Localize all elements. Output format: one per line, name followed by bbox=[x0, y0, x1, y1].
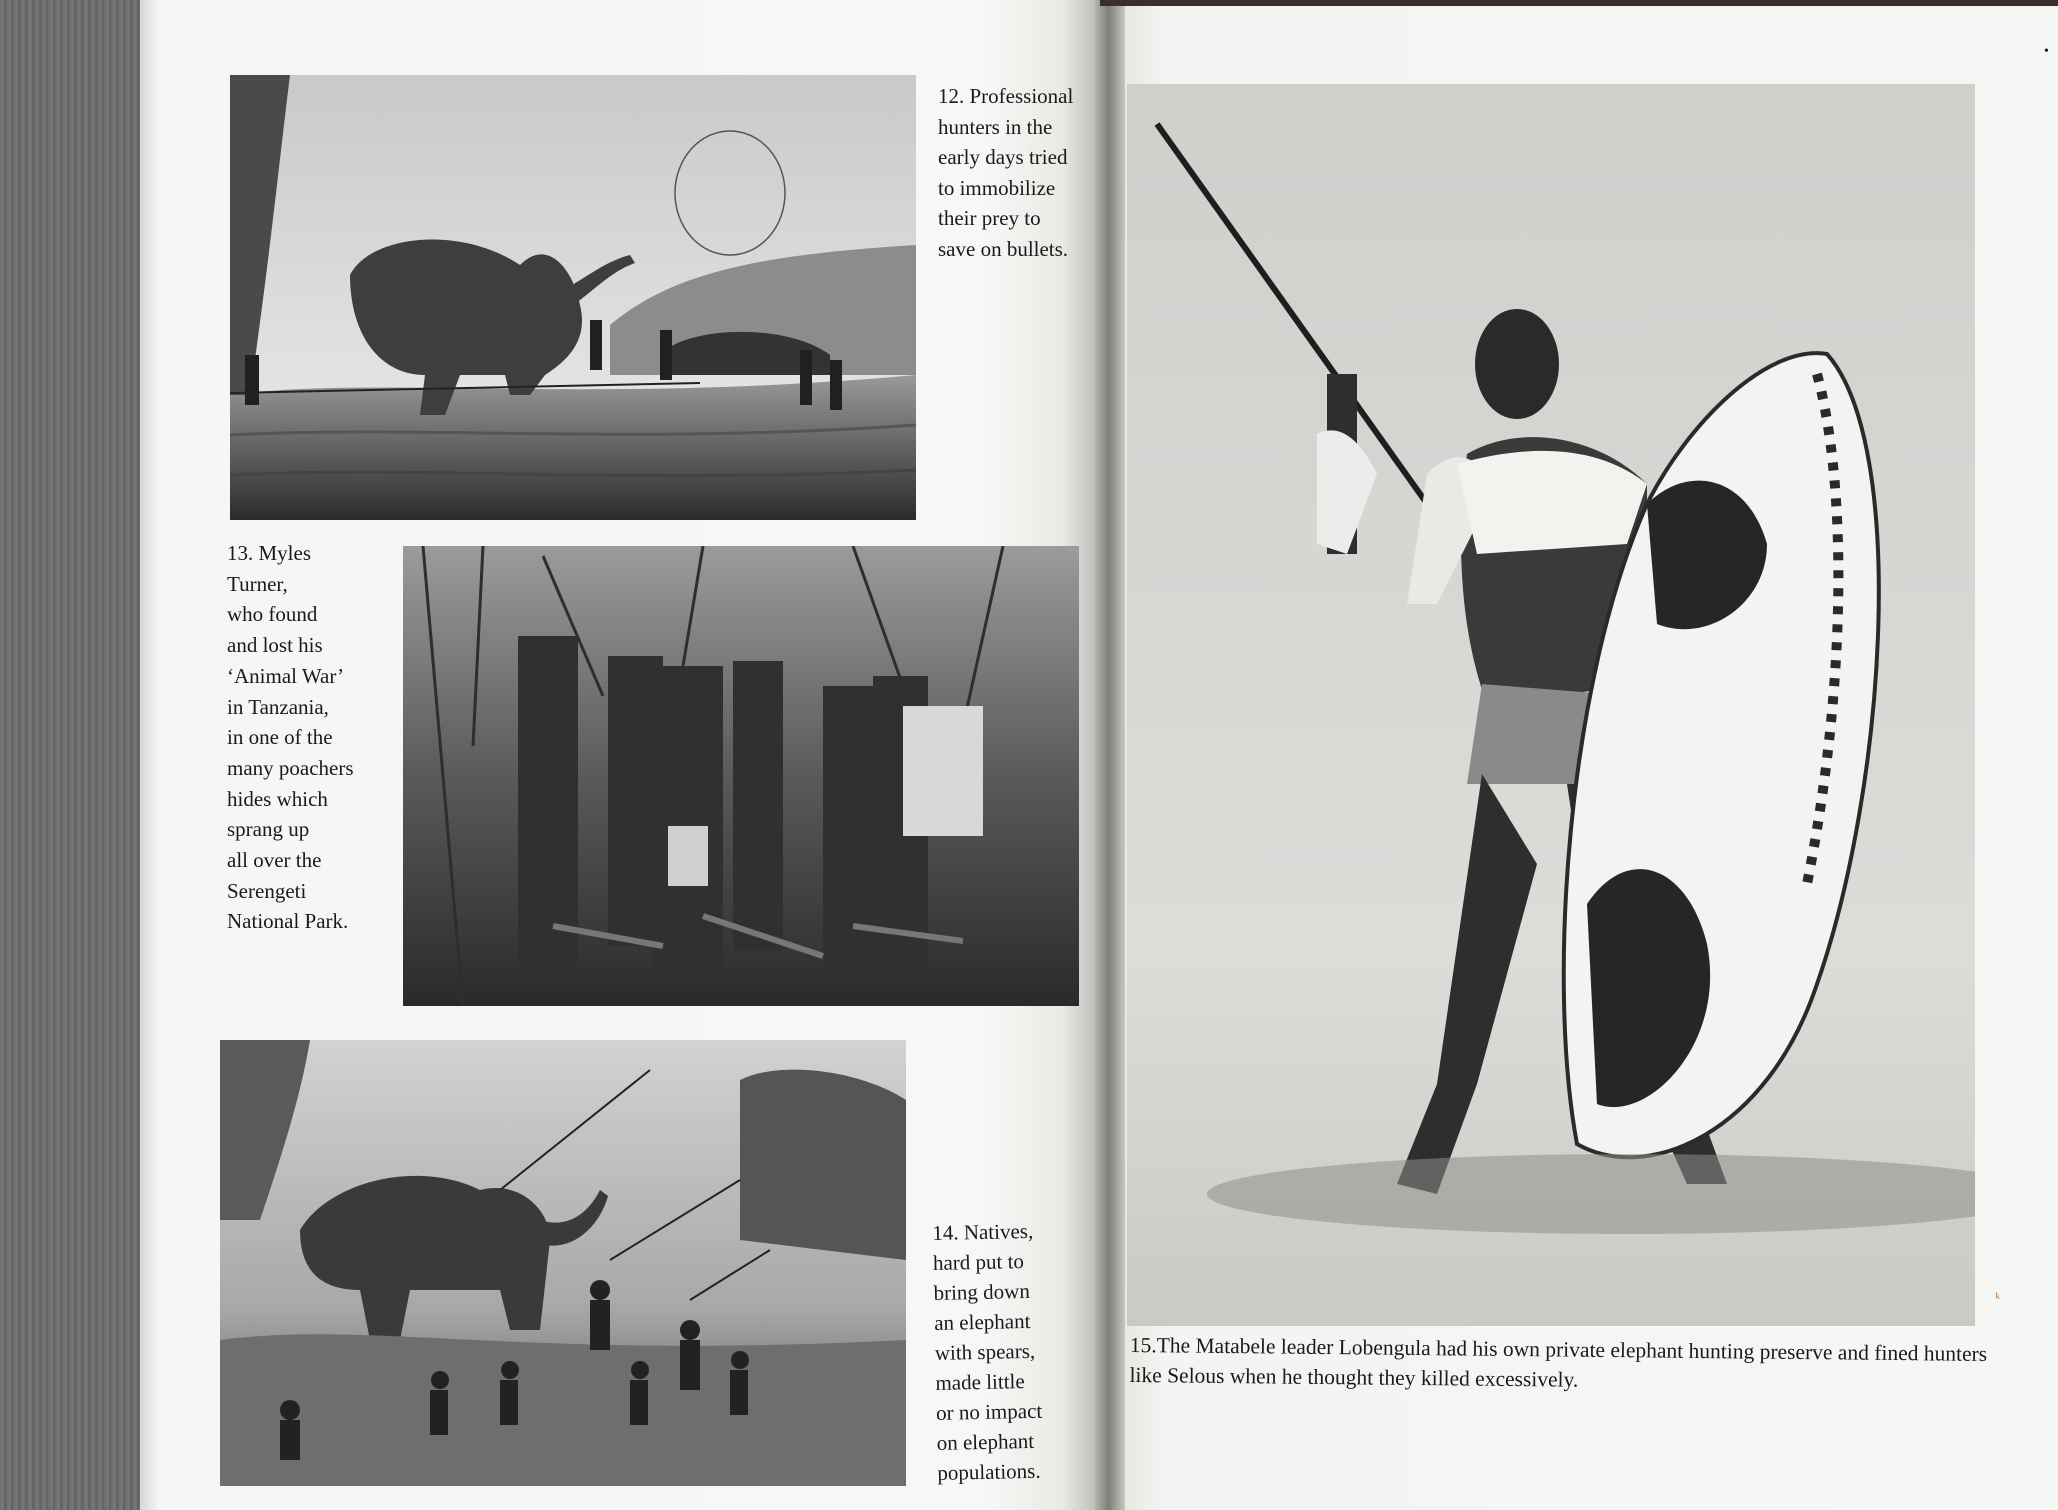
figure-14-caption: 14. Natives, hard put to bring down an elephant with spears, made little or no impact on elephant populations. bbox=[932, 1218, 1043, 1485]
figure-13-poachers-hide-photo bbox=[403, 546, 1079, 1006]
page-edge-highlight bbox=[140, 0, 158, 1510]
figure-15-lobengula-portrait bbox=[1127, 84, 1975, 1326]
figure-12-caption: 12. Professional hunters in the early days tried to immobilize their prey to save on bullets. bbox=[938, 84, 1074, 261]
page-corner-dot-icon: • bbox=[2044, 44, 2049, 59]
figure-14-natives-hunting-illustration bbox=[220, 1040, 906, 1486]
page-edges bbox=[0, 0, 140, 1510]
figure-12-elephant-roping-illustration bbox=[230, 75, 916, 520]
margin-mark-icon: ᵏ bbox=[1995, 1290, 2001, 1307]
book-gutter bbox=[1095, 0, 1125, 1510]
figure-15-caption: 15.The Matabele leader Lobengula had his own private elephant hunting preserve and fined hunters like Selous when he thought they killed excessively. bbox=[1129, 1332, 1988, 1392]
page-top-edge bbox=[1100, 0, 2058, 6]
figure-13-caption: 13. Myles Turner, who found and lost his ‘Animal War’ in Tanzania, in one of the many poachers hides which sprang up all over the Serengeti National Park. bbox=[227, 541, 354, 934]
